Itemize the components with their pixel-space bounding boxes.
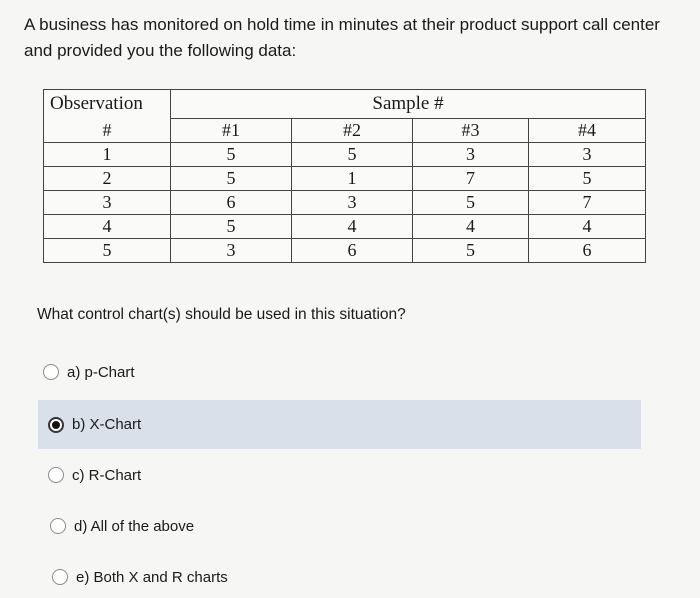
radio-button-icon[interactable] (52, 569, 68, 585)
value-cell: 4 (292, 215, 413, 239)
sample-column-header: #4 (529, 119, 646, 143)
question-prompt: What control chart(s) should be used in this situation? (37, 306, 406, 323)
table-row (44, 191, 646, 215)
value-cell: 5 (292, 143, 413, 167)
value-cell: 5 (413, 191, 529, 215)
value-cell: 3 (292, 191, 413, 215)
radio-button-icon[interactable] (43, 364, 59, 380)
value-cell: 5 (171, 167, 292, 191)
table-row (44, 239, 646, 263)
value-cell: 6 (292, 239, 413, 263)
radio-button-icon[interactable] (50, 518, 66, 534)
observation-cell: 4 (44, 215, 171, 239)
observation-cell: 2 (44, 167, 171, 191)
value-cell: 3 (171, 239, 292, 263)
question-text: A business has monitored on hold time in minutes at their product support call center and provided you the following data: (24, 15, 660, 60)
observation-header: Observation (44, 90, 171, 119)
value-cell: 7 (529, 191, 646, 215)
sample-column-header: #2 (292, 119, 413, 143)
observation-number-header: # (44, 119, 171, 143)
option-a[interactable] (43, 357, 243, 387)
sample-header: Sample # (171, 90, 646, 119)
option-label: c) R-Chart (72, 466, 142, 484)
option-e[interactable] (52, 562, 292, 592)
value-cell: 5 (171, 215, 292, 239)
observation-cell: 1 (44, 143, 171, 167)
option-c[interactable] (48, 460, 248, 490)
option-b[interactable] (38, 400, 641, 449)
value-cell: 4 (413, 215, 529, 239)
table-row (44, 143, 646, 167)
option-label: d) All of the above (74, 517, 195, 535)
option-label: b) X-Chart (72, 416, 142, 433)
option-label: a) p-Chart (67, 363, 135, 381)
value-cell: 1 (292, 167, 413, 191)
table-header-row (44, 90, 646, 119)
value-cell: 5 (171, 143, 292, 167)
value-cell: 7 (413, 167, 529, 191)
value-cell: 5 (413, 239, 529, 263)
table-subheader-row (44, 119, 646, 143)
value-cell: 3 (413, 143, 529, 167)
table-row (44, 215, 646, 239)
observation-cell: 3 (44, 191, 171, 215)
value-cell: 6 (171, 191, 292, 215)
value-cell: 3 (529, 143, 646, 167)
table-row (44, 167, 646, 191)
option-d[interactable] (50, 511, 270, 541)
observation-cell: 5 (44, 239, 171, 263)
value-cell: 4 (529, 215, 646, 239)
sample-column-header: #1 (171, 119, 292, 143)
value-cell: 5 (529, 167, 646, 191)
data-table (43, 89, 646, 263)
radio-button-icon[interactable] (48, 467, 64, 483)
sample-column-header: #3 (413, 119, 529, 143)
value-cell: 6 (529, 239, 646, 263)
radio-button-selected-icon[interactable] (48, 417, 64, 433)
option-label: e) Both X and R charts (76, 568, 228, 586)
